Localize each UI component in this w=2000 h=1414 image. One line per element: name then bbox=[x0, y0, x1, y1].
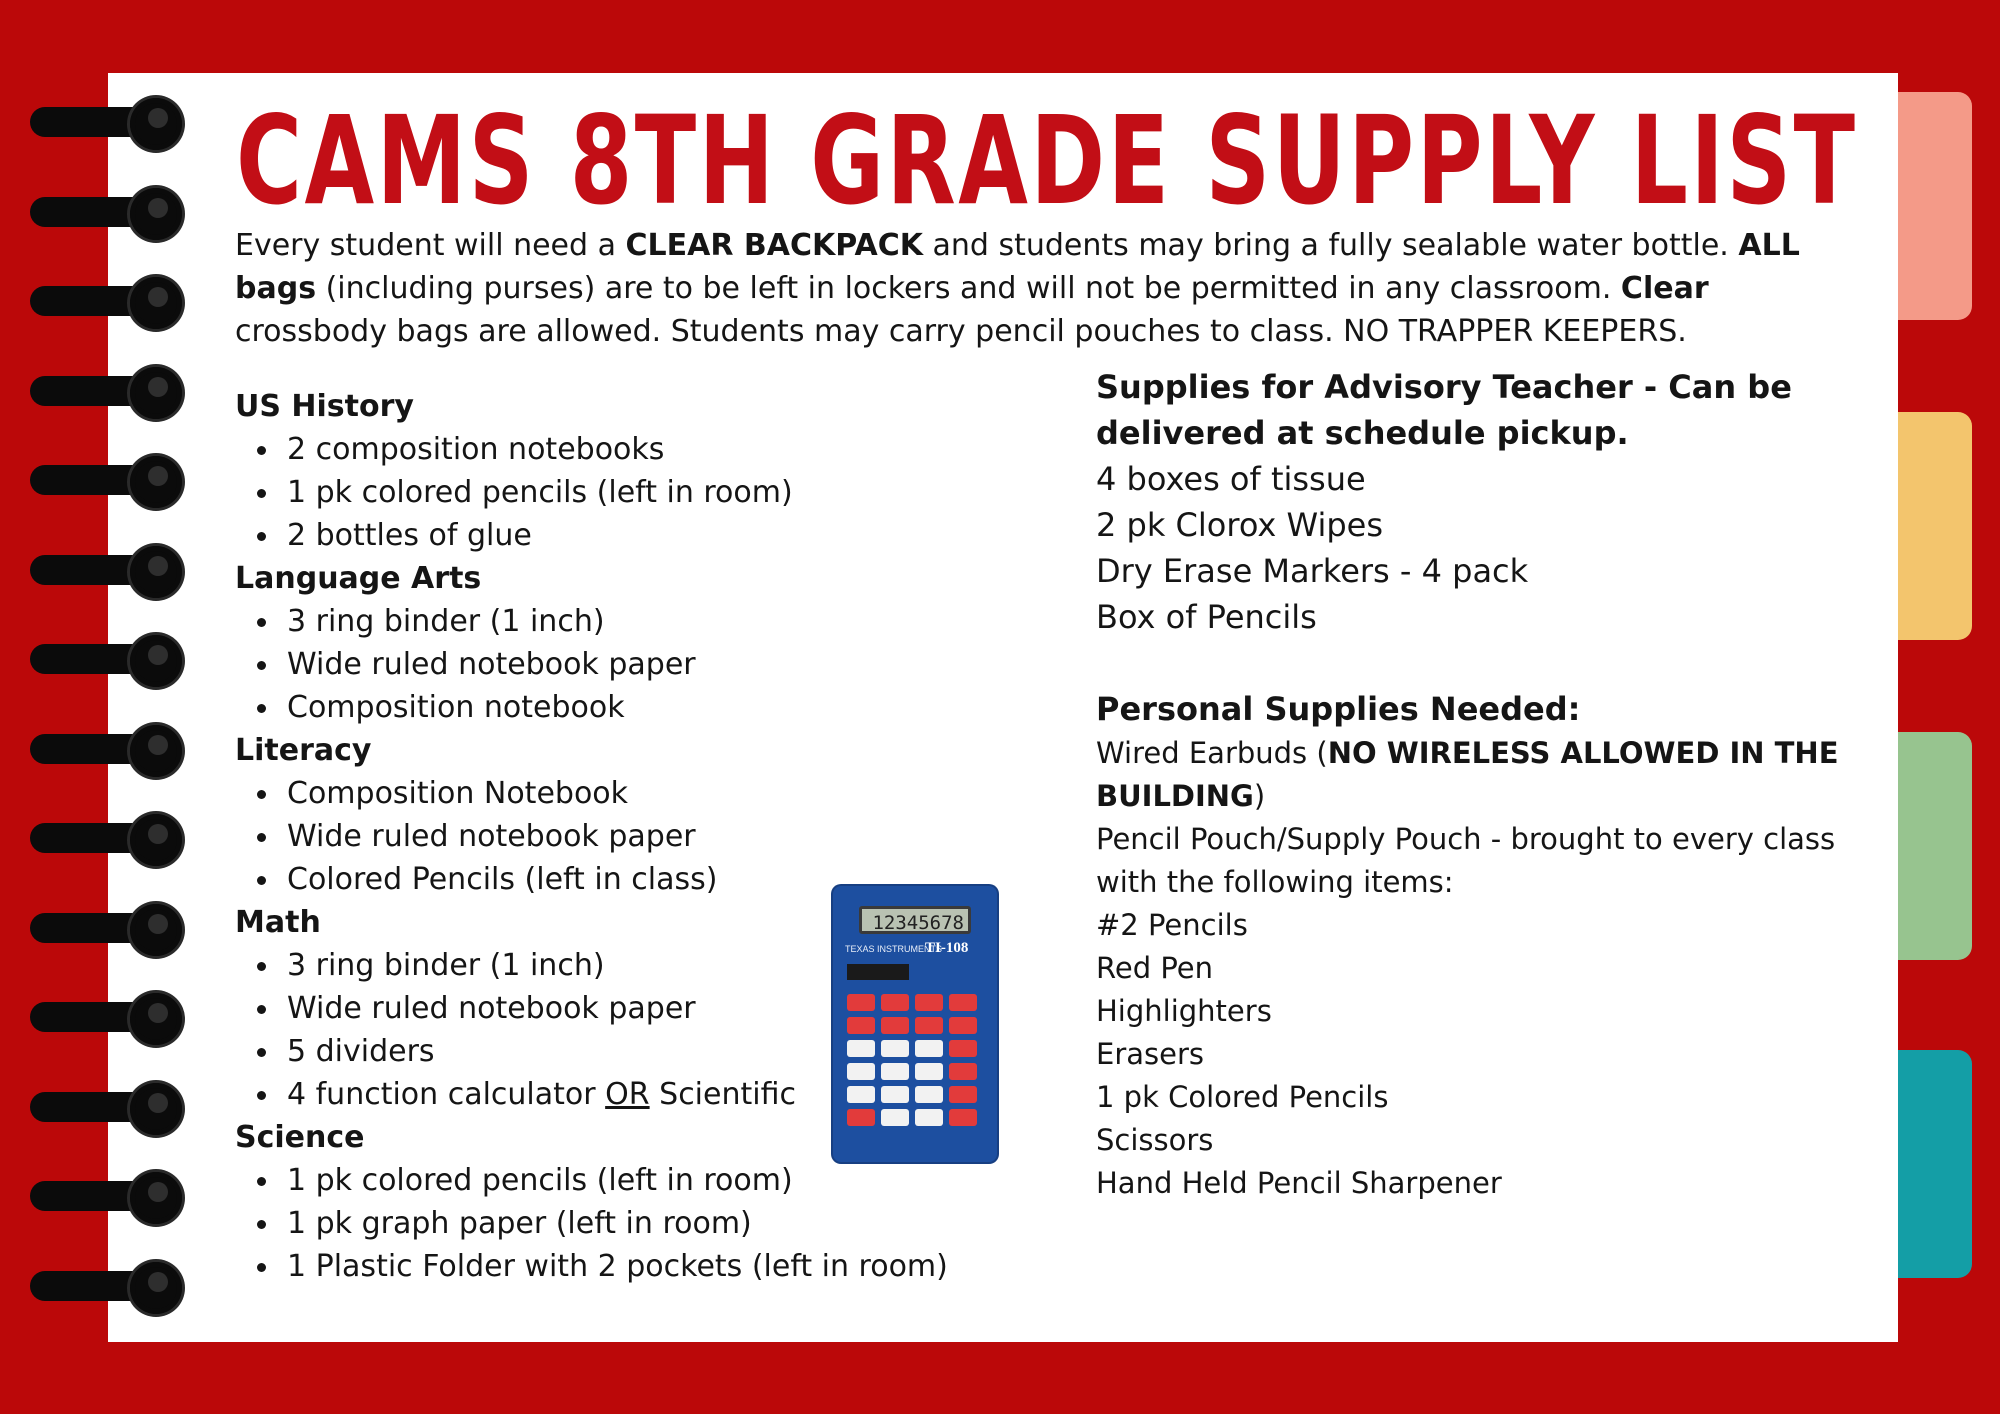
list-item: 2 bottles of glue bbox=[235, 514, 1035, 557]
list-item-calculator: 4 function calculator OR Scientific bbox=[235, 1073, 1035, 1116]
spiral-ring bbox=[30, 1083, 188, 1143]
calculator-keys bbox=[847, 994, 985, 1126]
advisory-item: Dry Erase Markers - 4 pack bbox=[1096, 552, 1529, 590]
intro-clear-backpack: CLEAR BACKPACK bbox=[625, 228, 923, 263]
list-item: 1 Plastic Folder with 2 pockets (left in room) bbox=[235, 1245, 1035, 1288]
pouch-item: Erasers bbox=[1096, 1037, 1204, 1071]
list-item: Wide ruled notebook paper bbox=[235, 643, 1035, 686]
pouch-item: Hand Held Pencil Sharpener bbox=[1096, 1166, 1502, 1200]
spiral-ring bbox=[30, 635, 188, 695]
list-item: 1 pk colored pencils (left in room) bbox=[235, 1159, 1035, 1202]
spiral-ring bbox=[30, 188, 188, 248]
pouch-item: Highlighters bbox=[1096, 994, 1272, 1028]
spiral-ring bbox=[30, 814, 188, 874]
personal-supplies-heading: Personal Supplies Needed: bbox=[1096, 690, 1581, 728]
pouch-line: Pencil Pouch/Supply Pouch - brought to every class with the following items: bbox=[1096, 822, 1836, 899]
calculator-image bbox=[833, 886, 997, 1162]
spiral-ring bbox=[30, 1172, 188, 1232]
spiral-ring bbox=[30, 456, 188, 516]
pouch-item: Scissors bbox=[1096, 1123, 1214, 1157]
list-item: 2 composition notebooks bbox=[235, 428, 1035, 471]
advisory-heading: Supplies for Advisory Teacher - Can be delivered at schedule pickup. bbox=[1096, 368, 1792, 452]
list-item: 3 ring binder (1 inch) bbox=[235, 600, 1035, 643]
list-item: Composition Notebook bbox=[235, 772, 1035, 815]
subject-heading-language-arts: Language Arts bbox=[235, 561, 482, 596]
subject-heading-literacy: Literacy bbox=[235, 733, 372, 768]
pouch-item: 1 pk Colored Pencils bbox=[1096, 1080, 1389, 1114]
spiral-ring bbox=[30, 367, 188, 427]
list-item: 3 ring binder (1 inch) bbox=[235, 944, 1035, 987]
page-title: CAMS 8TH GRADE SUPPLY LIST bbox=[236, 90, 1858, 232]
list-item: 1 pk graph paper (left in room) bbox=[235, 1202, 1035, 1245]
intro-clear: Clear bbox=[1620, 271, 1709, 306]
spiral-ring bbox=[30, 1262, 188, 1322]
intro-paragraph bbox=[235, 224, 1815, 353]
spiral-ring bbox=[30, 993, 188, 1053]
advisory-item: 4 boxes of tissue bbox=[1096, 460, 1366, 498]
pouch-item: Red Pen bbox=[1096, 951, 1213, 985]
calculator-display: 12345678 bbox=[859, 906, 971, 934]
spiral-ring bbox=[30, 277, 188, 337]
list-item: 1 pk colored pencils (left in room) bbox=[235, 471, 1035, 514]
spiral-ring bbox=[30, 546, 188, 606]
pouch-item: #2 Pencils bbox=[1096, 908, 1248, 942]
calculator-model: TI-108 bbox=[925, 940, 969, 956]
intro-text-1: Every student will need a bbox=[235, 228, 626, 263]
subject-heading-math: Math bbox=[235, 905, 321, 940]
list-item: Colored Pencils (left in class) bbox=[235, 858, 1035, 901]
spiral-ring bbox=[30, 904, 188, 964]
intro-text-4: crossbody bags are allowed. Students may carry pencil pouches to class. NO TRAPPER KEEPERS. bbox=[235, 314, 1687, 349]
list-item: Wide ruled notebook paper bbox=[235, 987, 1035, 1030]
list-item: 5 dividers bbox=[235, 1030, 1035, 1073]
solar-panel bbox=[847, 964, 909, 980]
list-item: Composition notebook bbox=[235, 686, 1035, 729]
intro-all-bags: ALL bags bbox=[235, 228, 1800, 306]
advisory-item: Box of Pencils bbox=[1096, 598, 1317, 636]
list-item: Wide ruled notebook paper bbox=[235, 815, 1035, 858]
intro-text-3: (including purses) are to be left in lockers and will not be permitted in any classroom. bbox=[316, 271, 1621, 306]
subject-heading-science: Science bbox=[235, 1120, 365, 1155]
advisory-item: 2 pk Clorox Wipes bbox=[1096, 506, 1384, 544]
spiral-ring bbox=[30, 725, 188, 785]
calculator-brand: TEXAS INSTRUMENTS bbox=[845, 944, 943, 954]
supply-column-right bbox=[1096, 364, 1856, 1205]
earbuds-line: Wired Earbuds (NO WIRELESS ALLOWED IN THE BUILDING) bbox=[1096, 736, 1839, 813]
intro-text-2: and students may bring a fully sealable water bottle. bbox=[922, 228, 1739, 263]
subject-heading-us-history: US History bbox=[235, 389, 414, 424]
spiral-ring bbox=[30, 98, 188, 158]
